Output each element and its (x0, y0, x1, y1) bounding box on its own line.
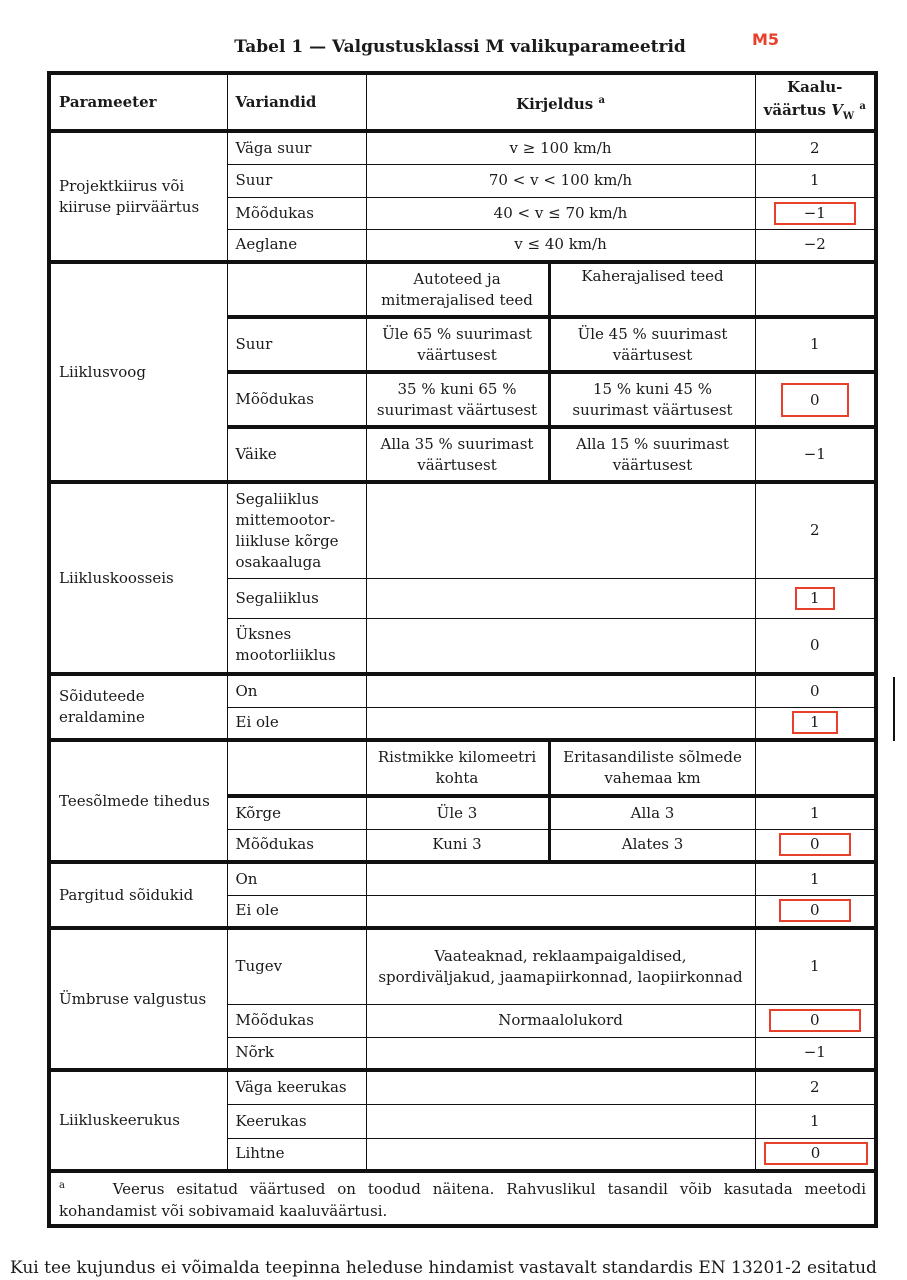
description-cell: v ≤ 40 km/h (366, 229, 755, 262)
table-title: Tabel 1 — Valgustusklassi M valikuparameetrid (234, 37, 686, 57)
variant-cell: Mõõdukas (227, 829, 366, 862)
description-cell: Alates 3 (549, 829, 755, 862)
description-cell: Üle 65 % suurimast väärtusest (366, 317, 549, 372)
weight-cell: 1 (755, 796, 876, 829)
selected-value-highlight: 1 (792, 711, 838, 734)
variant-cell: Keerukas (227, 1104, 366, 1138)
weight-cell: −1 (755, 1037, 876, 1070)
table-row (49, 928, 876, 1004)
variant-cell: Väike (227, 427, 366, 482)
description-cell: Vaateaknad, reklaampaigaldised, spordiväljakud, jaamapiirkonnad, laopiirkonnad (366, 928, 755, 1004)
variant-cell: Mõõdukas (227, 372, 366, 427)
weight-cell: 1 (755, 1104, 876, 1138)
description-cell (366, 674, 755, 707)
weight-cell (755, 197, 876, 229)
weight-cell (755, 895, 876, 928)
selected-value-highlight: 0 (781, 383, 849, 417)
table-row (49, 862, 876, 895)
weight-cell (755, 740, 876, 796)
description-cell: Üle 3 (366, 796, 549, 829)
description-cell: v ≥ 100 km/h (366, 131, 755, 164)
weight-cell: 1 (755, 317, 876, 372)
description-cell (366, 1037, 755, 1070)
param-junction: Teesõlmede tihedus (49, 740, 227, 862)
weight-cell (755, 578, 876, 618)
table-header-row (49, 73, 876, 131)
weight-cell: 2 (755, 1070, 876, 1104)
selected-value-highlight: −1 (774, 202, 856, 225)
variant-cell: Ei ole (227, 895, 366, 928)
variant-cell: Suur (227, 317, 366, 372)
weight-cell: 2 (755, 482, 876, 578)
description-cell: Normaalolukord (366, 1004, 755, 1037)
weight-cell: 0 (755, 618, 876, 674)
table-row (49, 674, 876, 707)
description-cell: Kuni 3 (366, 829, 549, 862)
subheader-interchange-distance: Eritasandiliste sõlmede vahemaa km (549, 740, 755, 796)
subheader-motorways: Autoteed ja mitmerajalised teed (366, 262, 549, 317)
variant-cell: Väga keerukas (227, 1070, 366, 1104)
variant-cell (227, 262, 366, 317)
variant-cell: Nõrk (227, 1037, 366, 1070)
table-row (49, 1070, 876, 1104)
param-flow: Liiklusvoog (49, 262, 227, 482)
selected-value-highlight: 0 (764, 1142, 868, 1165)
weight-cell (755, 1004, 876, 1037)
selected-value-highlight: 0 (779, 899, 851, 922)
description-cell: Alla 35 % suurimast väärtusest (366, 427, 549, 482)
description-cell (366, 1070, 755, 1104)
description-cell: 15 % kuni 45 % suurimast väärtusest (549, 372, 755, 427)
param-separation: Sõiduteede eraldamine (49, 674, 227, 740)
weight-cell: −1 (755, 427, 876, 482)
weight-cell (755, 262, 876, 317)
header-weight: Kaalu- väärtus $V_W$ $^a$ (755, 73, 876, 131)
description-cell (366, 895, 755, 928)
variant-cell: Väga suur (227, 131, 366, 164)
variant-cell: Kõrge (227, 796, 366, 829)
variant-cell: On (227, 862, 366, 895)
weight-cell: 1 (755, 928, 876, 1004)
selection-parameters-table (47, 71, 878, 1228)
category-tag: M5 (752, 30, 780, 49)
variant-cell: Tugev (227, 928, 366, 1004)
weight-cell: −2 (755, 229, 876, 262)
selected-value-highlight: 0 (779, 833, 851, 856)
footnote-row (49, 1171, 876, 1226)
variant-cell: Üksnes mootorliiklus (227, 618, 366, 674)
variant-cell: Segaliiklus mittemootor-liikluse kõrge osakaaluga (227, 482, 366, 578)
description-cell (366, 1104, 755, 1138)
weight-cell: 1 (755, 862, 876, 895)
description-cell (366, 1138, 755, 1171)
table-row (49, 131, 876, 164)
description-cell (366, 578, 755, 618)
variant-cell (227, 740, 366, 796)
variant-cell: On (227, 674, 366, 707)
weight-cell (755, 1138, 876, 1171)
table-row (49, 482, 876, 578)
header-parameter: Parameeter (49, 73, 227, 131)
description-cell: Alla 3 (549, 796, 755, 829)
subheader-two-lane: Kaherajalised teed (549, 262, 755, 317)
weight-cell: 2 (755, 131, 876, 164)
variant-cell: Suur (227, 164, 366, 197)
variant-cell: Aeglane (227, 229, 366, 262)
footnote: $^a$ Veerus esitatud väärtused on toodud näitena. Rahvuslikul tasandil võib kasutada meetodi kohandamist või sobivamaid kaaluväärtusi. (49, 1171, 876, 1226)
header-description: Kirjeldus $^a$ (366, 73, 755, 131)
subheader-junctions-per-km: Ristmikke kilomeetri kohta (366, 740, 549, 796)
description-cell (366, 482, 755, 578)
variant-cell: Segaliiklus (227, 578, 366, 618)
description-cell: 35 % kuni 65 % suurimast väärtusest (366, 372, 549, 427)
header-variants: Variandid (227, 73, 366, 131)
weight-cell (755, 829, 876, 862)
description-cell: 70 < v < 100 km/h (366, 164, 755, 197)
param-composition: Liikluskoosseis (49, 482, 227, 674)
weight-cell (755, 707, 876, 740)
param-speed: Projektkiirus või kiiruse piirväärtus (49, 131, 227, 262)
weight-cell (755, 372, 876, 427)
table-subheader-row (49, 740, 876, 796)
selected-value-highlight: 1 (795, 587, 835, 610)
weight-cell: 0 (755, 674, 876, 707)
param-complexity: Liikluskeerukus (49, 1070, 227, 1171)
body-paragraph: Kui tee kujundus ei võimalda teepinna heleduse hindamist vastavalt standardis EN 13201-2 esitatud (10, 1258, 877, 1278)
variant-cell: Mõõdukas (227, 197, 366, 229)
param-ambient: Ümbruse valgustus (49, 928, 227, 1070)
description-cell (366, 862, 755, 895)
variant-cell: Mõõdukas (227, 1004, 366, 1037)
description-cell (366, 707, 755, 740)
description-cell: Alla 15 % suurimast väärtusest (549, 427, 755, 482)
param-parked: Pargitud sõidukid (49, 862, 227, 928)
variant-cell: Lihtne (227, 1138, 366, 1171)
description-cell: 40 < v ≤ 70 km/h (366, 197, 755, 229)
table-subheader-row (49, 262, 876, 317)
selected-value-highlight: 0 (769, 1009, 861, 1032)
description-cell (366, 618, 755, 674)
description-cell: Üle 45 % suurimast väärtusest (549, 317, 755, 372)
weight-cell: 1 (755, 164, 876, 197)
change-bar (893, 677, 895, 741)
variant-cell: Ei ole (227, 707, 366, 740)
